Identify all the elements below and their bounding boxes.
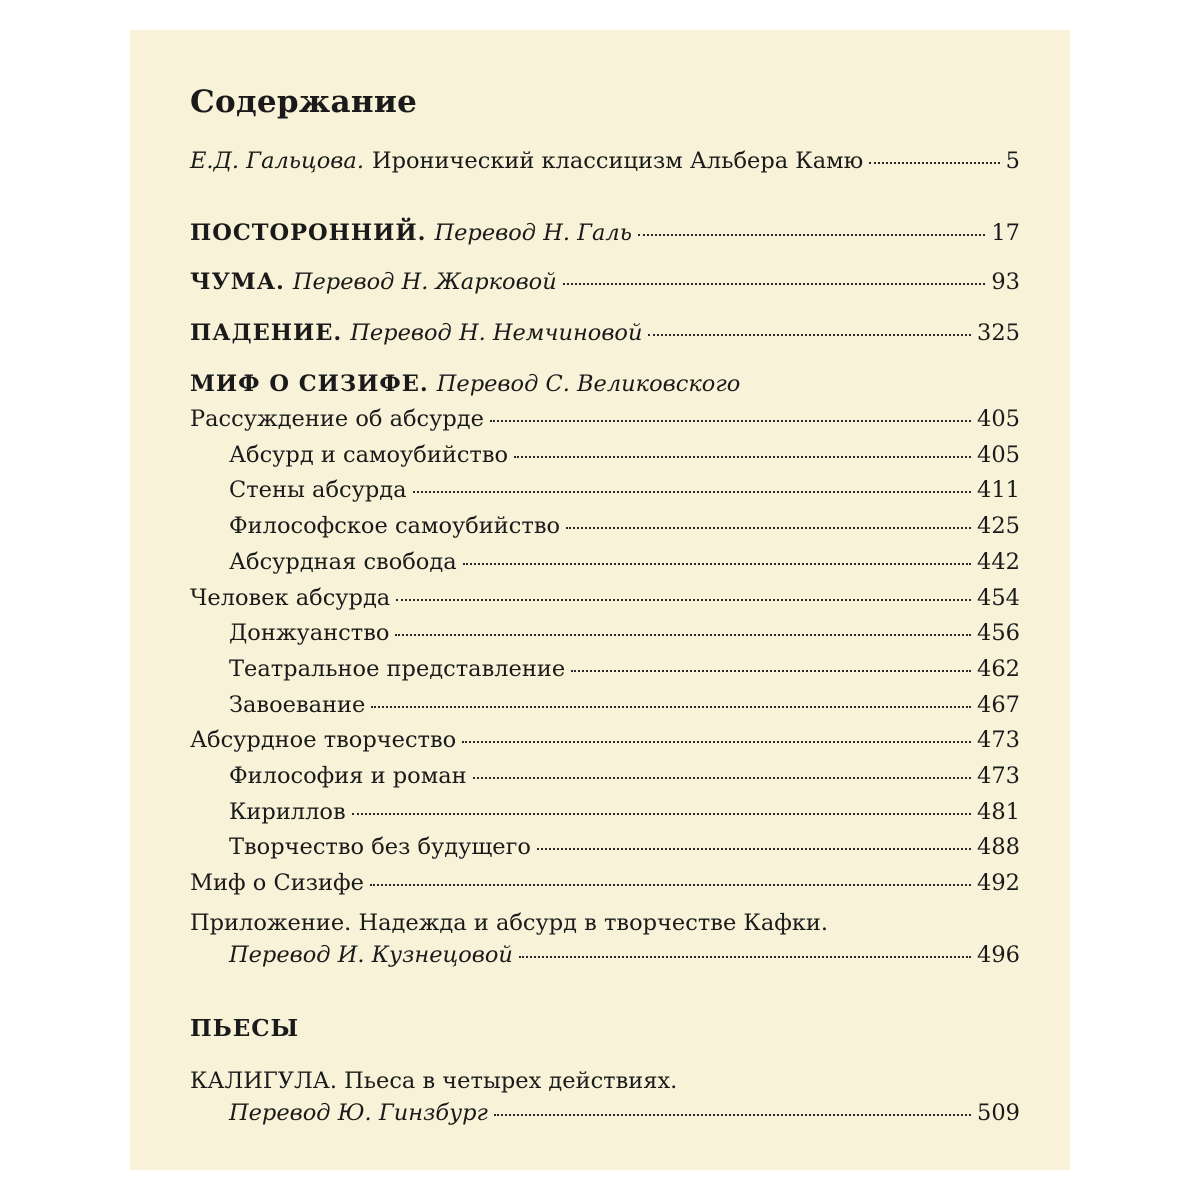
dot-leader — [638, 234, 985, 236]
dot-leader — [396, 599, 971, 601]
dot-leader — [566, 527, 971, 529]
translator: Перевод С. Великовского — [436, 371, 741, 397]
toc-entry-caligula[interactable] — [229, 1100, 1020, 1134]
intro-author: Е.Д. Гальцова. — [190, 148, 364, 174]
translator: Перевод Ю. Гинзбург — [229, 1100, 488, 1126]
translator: Перевод И. Кузнецовой — [229, 942, 513, 968]
page-number: 442 — [977, 548, 1020, 575]
dot-leader — [494, 1114, 971, 1116]
toc-subentry[interactable] — [229, 834, 1020, 868]
subentry-label: Философия и роман — [229, 763, 467, 789]
page-number: 481 — [977, 798, 1020, 825]
subentry-label: Творчество без будущего — [229, 834, 531, 861]
page-number: 509 — [977, 1100, 1020, 1126]
toc-entry-myth[interactable] — [190, 371, 1020, 405]
dot-leader — [571, 670, 971, 672]
page-number: 473 — [977, 727, 1020, 754]
appendix-title[interactable]: Приложение. Надежда и абсурд в творчестве Кафки. — [190, 910, 829, 936]
translator: Перевод Н. Немчиновой — [350, 320, 643, 346]
subentry-label: Рассуждение об абсурде — [190, 406, 484, 432]
translator: Перевод Н. Галь — [434, 220, 633, 246]
toc-subentry[interactable] — [229, 799, 1020, 833]
toc-subentry[interactable] — [190, 585, 1020, 619]
toc-subentry[interactable] — [190, 870, 1020, 904]
toc-entry-intro[interactable] — [190, 148, 1020, 182]
toc-entry-plague[interactable] — [190, 269, 1020, 303]
page-number: 473 — [977, 763, 1020, 789]
subentry-label: Кириллов — [229, 798, 346, 825]
dot-leader — [537, 848, 971, 850]
page-title: Содержание — [190, 84, 418, 120]
caligula-title[interactable]: КАЛИГУЛА. Пьеса в четырех действиях. — [190, 1068, 678, 1094]
toc-subentry[interactable] — [229, 620, 1020, 654]
subentry-label: Стены абсурда — [229, 477, 407, 504]
dot-leader — [519, 956, 971, 958]
subentry-label: Человек абсурда — [190, 584, 391, 611]
toc-subentry[interactable] — [190, 727, 1020, 761]
page-number: 492 — [977, 870, 1020, 897]
toc-subentry[interactable] — [229, 513, 1020, 547]
dot-leader — [370, 884, 971, 886]
dot-leader — [473, 777, 971, 779]
work-title: МИФ О СИЗИФЕ. — [190, 371, 429, 397]
dot-leader — [514, 456, 971, 458]
page-number: 462 — [977, 655, 1020, 682]
toc-subentry[interactable] — [229, 656, 1020, 690]
toc-subentry[interactable] — [229, 549, 1020, 583]
dot-leader — [490, 420, 971, 422]
dot-leader — [413, 491, 972, 493]
dot-leader — [463, 563, 971, 565]
translator: Перевод Н. Жарковой — [292, 269, 557, 295]
subentry-label: Абсурдная свобода — [229, 548, 457, 575]
page-number: 5 — [1005, 148, 1020, 174]
page-number: 325 — [977, 320, 1020, 346]
page-number: 411 — [977, 477, 1020, 504]
dot-leader — [648, 334, 971, 336]
page-number: 405 — [977, 406, 1020, 432]
work-title: ПАДЕНИЕ. — [190, 320, 343, 346]
page-number: 454 — [977, 584, 1020, 611]
subentry-label: Завоевание — [229, 691, 366, 718]
work-title: ПОСТОРОННИЙ. — [190, 220, 427, 246]
subentry-label: Философское самоубийство — [229, 513, 561, 540]
toc-subentry[interactable] — [229, 477, 1020, 511]
page-number: 425 — [977, 513, 1020, 540]
toc-entry-appendix[interactable] — [229, 942, 1020, 976]
toc-subentry[interactable] — [229, 442, 1020, 476]
dot-leader — [563, 283, 986, 285]
page-number: 17 — [991, 220, 1020, 246]
page-number: 456 — [977, 620, 1020, 647]
toc-entry-stranger[interactable] — [190, 220, 1020, 254]
section-plays: ПЬЕСЫ — [190, 1015, 300, 1042]
subentry-label: Абсурдное творчество — [190, 727, 457, 754]
dot-leader — [371, 706, 971, 708]
page-number: 405 — [977, 441, 1020, 468]
dot-leader — [462, 741, 971, 743]
toc-subentry[interactable] — [229, 763, 1020, 797]
page-number: 496 — [977, 942, 1020, 968]
subentry-label: Донжуанство — [229, 620, 390, 647]
subentry-label: Театральное представление — [229, 655, 566, 682]
subentry-label: Миф о Сизифе — [190, 870, 364, 897]
page-number: 488 — [977, 834, 1020, 861]
toc-entry-fall[interactable] — [190, 320, 1020, 354]
page-number: 467 — [977, 691, 1020, 718]
dot-leader — [869, 162, 999, 164]
toc-subentry[interactable] — [190, 406, 1020, 440]
toc-subentry[interactable] — [229, 692, 1020, 726]
dot-leader — [352, 813, 971, 815]
subentry-label: Абсурд и самоубийство — [229, 441, 509, 468]
intro-title: Иронический классицизм Альбера Камю — [371, 148, 864, 174]
work-title: ЧУМА. — [190, 269, 285, 295]
page-number: 93 — [991, 269, 1020, 295]
dot-leader — [395, 634, 971, 636]
